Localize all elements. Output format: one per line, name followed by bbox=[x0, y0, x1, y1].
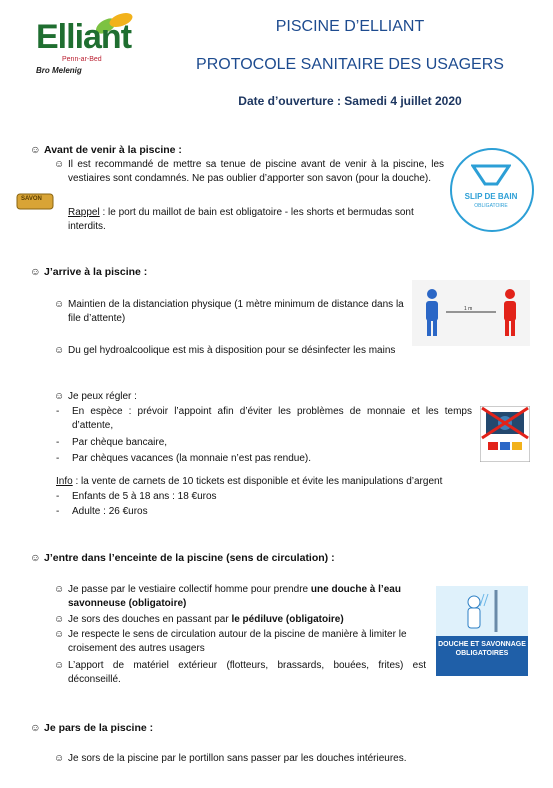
before-paragraph: Il est recommandé de mettre sa tenue de piscine avant de venir à la piscine, les vestiaires sont condamnés. Ne pas oublier d’apporter son savon (pour la douche). bbox=[68, 159, 444, 184]
smiley-icon: ☺ bbox=[54, 629, 65, 640]
smiley-icon: ☺ bbox=[54, 345, 65, 356]
smiley-icon: ☺ bbox=[54, 614, 65, 625]
footbath-paragraph: Je sors des douches en passant par le pédiluve (obligatoire) bbox=[68, 614, 344, 625]
list-dash: - bbox=[56, 437, 60, 448]
price-item: Enfants de 5 à 18 ans : 18 €uros bbox=[72, 491, 217, 502]
swim-brief-badge bbox=[450, 148, 534, 232]
swim-brief-icon bbox=[471, 164, 511, 186]
section-header-enter: ☺ J’entre dans l’enceinte de la piscine (sens de circulation) : bbox=[30, 552, 335, 564]
smiley-icon: ☺ bbox=[30, 552, 41, 564]
shower-icon bbox=[436, 586, 528, 636]
list-dash: - bbox=[56, 406, 60, 417]
equipment-paragraph: L’apport de matériel extérieur (flotteurs, brassards, bouées, frites) est déconseillé. bbox=[68, 660, 426, 685]
smiley-icon: ☺ bbox=[54, 159, 65, 170]
smiley-icon: ☺ bbox=[54, 584, 65, 595]
no-cash-icon bbox=[480, 406, 530, 462]
rappel-paragraph: Rappel : le port du maillot de bain est obligatoire - les shorts et bermudas sont interdits. bbox=[68, 207, 414, 232]
shower-badge bbox=[436, 586, 528, 676]
swim-brief-label: SLIP DE BAIN bbox=[464, 192, 518, 201]
section-header-leave: ☺ Je pars de la piscine : bbox=[30, 722, 154, 734]
opening-date: Date d’ouverture : Samedi 4 juillet 2020 bbox=[238, 94, 462, 108]
page-title: PISCINE D’ELLIANT bbox=[275, 18, 425, 35]
smiley-icon: ☺ bbox=[30, 144, 41, 156]
distance-paragraph: Maintien de la distanciation physique (1 mètre minimum de distance dans la file d’attente) bbox=[68, 299, 404, 324]
section-header-before: ☺ Avant de venir à la piscine : bbox=[30, 144, 182, 156]
gel-paragraph: Du gel hydroalcoolique est mis à disposition pour se désinfecter les mains bbox=[68, 345, 396, 356]
smiley-icon: ☺ bbox=[30, 722, 41, 734]
list-dash: - bbox=[56, 491, 60, 502]
logo-subtitle: Penn-ar-Bed bbox=[62, 56, 102, 63]
smiley-icon: ☺ bbox=[54, 391, 65, 402]
page-subtitle: PROTOCOLE SANITAIRE DES USAGERS bbox=[196, 56, 504, 73]
price-item: Adulte : 26 €uros bbox=[72, 506, 148, 517]
exit-paragraph: Je sors de la piscine par le portillon sans passer par les douches intérieures. bbox=[68, 753, 407, 764]
payment-intro: Je peux régler : bbox=[68, 391, 137, 402]
smiley-icon: ☺ bbox=[54, 299, 65, 310]
swim-brief-sublabel: OBLIGATOIRE bbox=[474, 203, 508, 209]
smiley-icon: ☺ bbox=[54, 753, 65, 764]
logo-wordmark: Elliant bbox=[36, 18, 132, 56]
logo-tagline: Bro Melenig bbox=[36, 66, 82, 75]
smiley-icon: ☺ bbox=[30, 266, 41, 278]
distancing-illustration bbox=[412, 280, 530, 346]
circulation-paragraph: Je respecte le sens de circulation autour de la piscine de manière à limiter le croisement des autres usagers bbox=[68, 629, 407, 654]
list-dash: - bbox=[56, 453, 60, 464]
info-paragraph: Info : la vente de carnets de 10 tickets est disponible et évite les manipulations d’argent bbox=[56, 476, 443, 487]
payment-item: Par chèque bancaire, bbox=[72, 437, 168, 448]
shower-paragraph: Je passe par le vestiaire collectif homme pour prendre une douche à l’eau savonneuse (obligatoire) bbox=[68, 584, 401, 609]
shower-badge-label: DOUCHE ET SAVONNAGE OBLIGATOIRES bbox=[438, 641, 526, 657]
soap-label: SAVON bbox=[21, 196, 42, 202]
distance-label: 1 m bbox=[464, 306, 473, 312]
payment-item: En espèce : prévoir l’appoint afin d’éviter les problèmes de monnaie et les temps d’attente, bbox=[72, 406, 472, 431]
section-header-arrive: ☺ J’arrive à la piscine : bbox=[30, 266, 148, 278]
list-dash: - bbox=[56, 506, 60, 517]
payment-item: Par chèques vacances (la monnaie n’est pas rendue). bbox=[72, 453, 312, 464]
smiley-icon: ☺ bbox=[54, 660, 65, 671]
